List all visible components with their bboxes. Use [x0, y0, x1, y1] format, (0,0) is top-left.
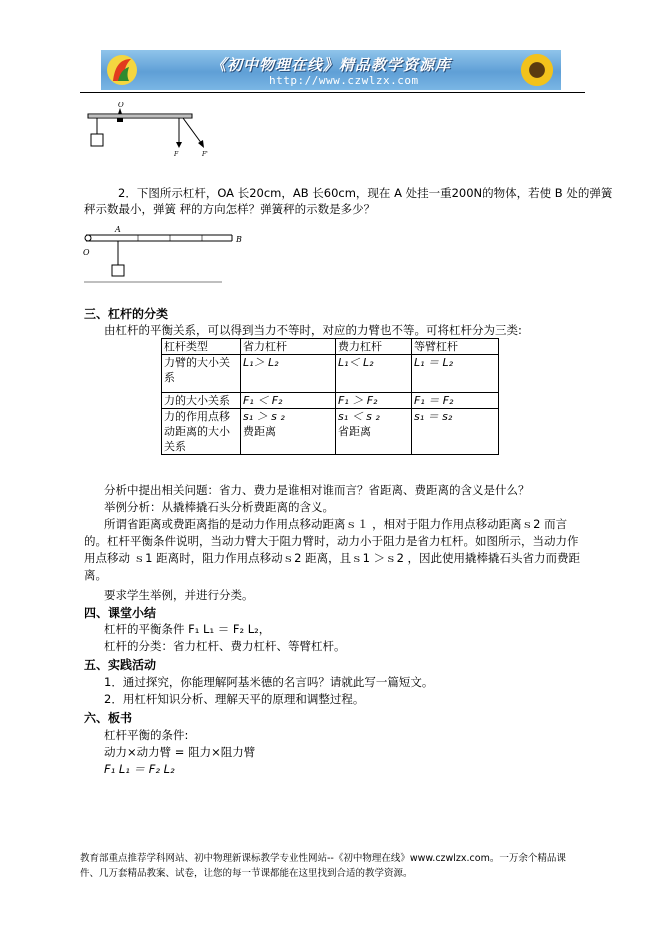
figure-lever-oab [82, 225, 247, 287]
sunflower-image [519, 52, 555, 88]
summary-line1: 杠杆的平衡条件 F₁ L₁ ＝ F₂ L₂， [104, 622, 271, 636]
table-cell [241, 393, 336, 409]
cell-line: L₁＞ L₂ [243, 356, 279, 369]
table-cell [336, 393, 412, 409]
row-label-line: 力臂的大小关 [164, 356, 230, 369]
force-arrow-icon [198, 140, 204, 148]
banner-url[interactable]: http://www.czwlzx.com [269, 74, 419, 87]
cell-line: F₁ ＜ F₂ [243, 394, 283, 407]
table-row [162, 393, 499, 409]
hanging-weight [112, 265, 124, 276]
table-cell [412, 355, 499, 393]
board-line1: 杠杆平衡的条件: [104, 728, 189, 742]
table-cell [336, 409, 412, 455]
explain-line: 的。杠杆平衡条件说明，当动力臂大于阻力臂时，动力小于阻力是省力杠杆。如图所示，当动力作 [84, 534, 579, 548]
row-label-line: 力的作用点移 [164, 410, 230, 423]
force-arrow-icon [176, 142, 182, 148]
section4-heading: 四、课堂小结 [84, 606, 157, 620]
footer-line: 件、几万套精品教案、试卷，让您的每一节课都能在这里找到合适的教学资源。 [80, 868, 413, 879]
cell-line: s₁ ＝ s₂ [414, 410, 453, 423]
table-header-cell: 省力杠杆 [241, 339, 336, 355]
label-b: B [236, 235, 242, 244]
explain-line: 用点移动 ｓ1 距离时，阻力作用点移动ｓ2 距离，且ｓ1 ＞ｓ2 ，因此使用撬棒撬石头省力而费距 [84, 551, 581, 565]
table-cell [412, 409, 499, 455]
row-label-cell [162, 393, 241, 409]
explain-line: 离。 [84, 568, 107, 582]
cell-line: F₁ ＝ F₂ [414, 394, 454, 407]
footer-line: 教育部重点推荐学科网站、初中物理新课标教学专业性网站--《初中物理在线》www.czwlzx.com。一万余个精品课 [80, 853, 566, 864]
activity-item2: 2．用杠杆知识分析、理解天平的原理和调整过程。 [104, 692, 365, 706]
cell-line: L₁＜ L₂ [338, 356, 374, 369]
summary-line2: 杠杆的分类：省力杠杆、费力杠杆、等臂杠杆。 [104, 639, 346, 653]
table-cell [241, 355, 336, 393]
section5-heading: 五、实践活动 [84, 658, 157, 672]
label-f: F [174, 151, 179, 158]
table-row [162, 409, 499, 455]
banner-title: 《初中物理在线》精品教学资源库 [211, 56, 452, 74]
label-f-prime: F' [202, 151, 208, 158]
cell-line: 省距离 [338, 425, 371, 438]
row-label-line: 动距离的大小 [164, 425, 230, 438]
row-label-cell [162, 409, 241, 455]
table-cell [241, 409, 336, 455]
table-cell [412, 393, 499, 409]
cell-line: s₁ ＞ s ₂ [243, 410, 285, 423]
cell-line: 费距离 [243, 425, 276, 438]
section6-heading: 六、板书 [84, 711, 133, 725]
question2-line1: 2．下图所示杠杆，OA 长20cm，AB 长60cm，现在 A 处挂一重200N的物体，若使 B 处的弹簧 [118, 186, 613, 200]
site-logo-icon [105, 53, 139, 87]
board-line3: F₁ L₁ ＝ F₂ L₂ [104, 762, 175, 776]
cell-line: s₁ ＜ s ₂ [338, 410, 380, 423]
figure-lever-forces [84, 102, 219, 162]
table-header-row [162, 339, 499, 355]
explain-line: 所谓省距离或费距离指的是动力作用点移动距离ｓ１ ，相对于阻力作用点移动距离ｓ2 而言 [104, 517, 568, 531]
table-row [162, 355, 499, 393]
label-o: O [83, 248, 90, 257]
header-divider [80, 92, 585, 93]
hanging-box [91, 134, 103, 146]
table-header-cell: 杠杆类型 [162, 339, 241, 355]
row-label-line: 关系 [164, 440, 186, 453]
footer [80, 851, 585, 881]
pivot-icon [85, 235, 91, 241]
example-text: 举例分析：从撬棒撬石头分析费距离的含义。 [104, 500, 334, 514]
row-label-cell [162, 355, 241, 393]
cell-line: F₁ ＞ F₂ [338, 394, 378, 407]
header-banner [101, 50, 561, 90]
require-text: 要求学生举例，并进行分类。 [104, 588, 254, 602]
lever-classification-table [161, 338, 499, 455]
table-header-cell: 等臂杠杆 [412, 339, 499, 355]
board-line2: 动力×动力臂 = 阻力×阻力臂 [104, 745, 256, 759]
row-label-line: 系 [164, 371, 175, 384]
row-label-line: 力的大小关系 [164, 394, 230, 407]
section3-intro: 由杠杆的平衡关系，可以得到当力不等时，对应的力臂也不等。可将杠杆分为三类: [104, 323, 522, 337]
label-o: O [118, 102, 124, 109]
analysis-question: 分析中提出相关问题：省力、费力是谁相对谁而言？省距离、费距离的含义是什么？ [104, 483, 530, 497]
question2-line2: 秤示数最小，弹簧 秤的方向怎样？弹簧秤的示数是多少？ [84, 202, 376, 216]
cell-line: L₁ ＝ L₂ [414, 356, 454, 369]
table-cell [336, 355, 412, 393]
activity-item1: 1．通过探究，你能理解阿基米德的名言吗？请就此写一篇短文。 [104, 675, 434, 689]
table-header-cell: 费力杠杆 [336, 339, 412, 355]
label-a: A [115, 225, 121, 234]
section3-heading: 三、杠杆的分类 [84, 307, 169, 321]
